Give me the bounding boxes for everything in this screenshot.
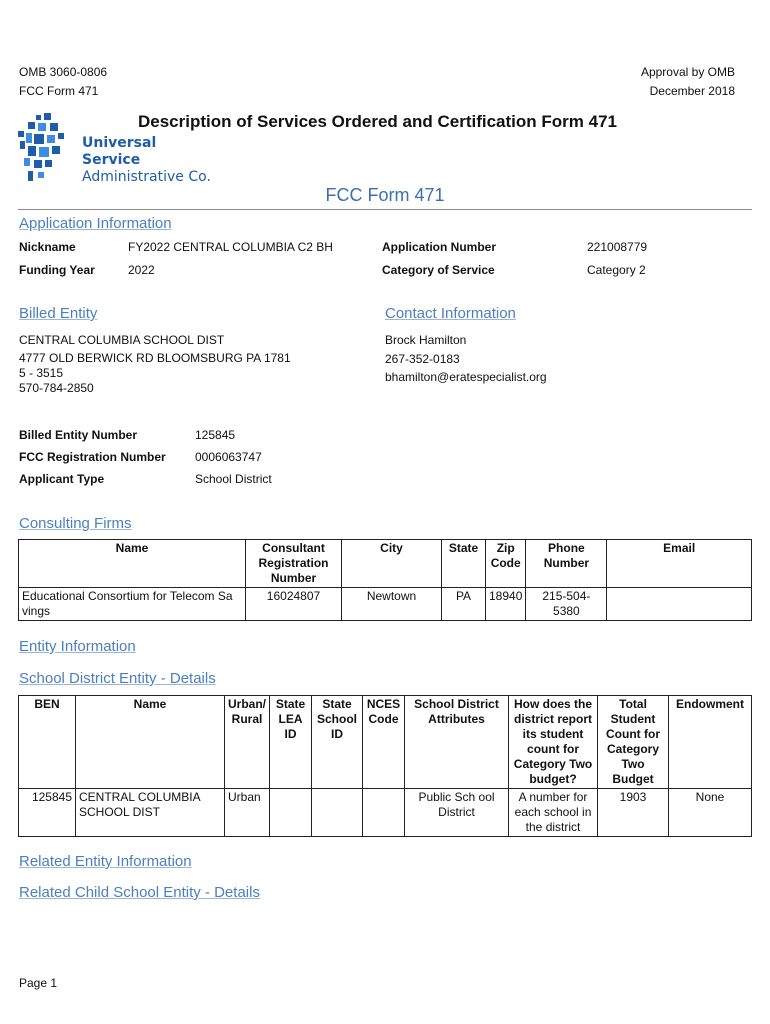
page-number: Page 1: [19, 976, 58, 990]
table-row: [19, 789, 752, 837]
col-nces-code: NCES Code: [363, 696, 405, 789]
entity-endowment: None: [669, 789, 752, 837]
usac-logo-icon: [14, 113, 80, 185]
col-ben: BEN: [19, 696, 76, 789]
col-state-school-id: State School ID: [312, 696, 363, 789]
billed-entity-phone: 570-784-2850: [19, 381, 94, 395]
consultant-phone: 215-504-5380: [526, 588, 607, 621]
contact-phone: 267-352-0183: [385, 351, 460, 366]
billed-entity-address: [19, 331, 291, 396]
billed-entity-heading: Billed Entity: [19, 305, 98, 322]
page-title: Description of Services Ordered and Certification Form 471: [138, 112, 617, 131]
entity-district-attributes: Public Sch ool District: [405, 789, 509, 837]
consultant-state: PA: [442, 588, 486, 621]
applicant-type-value: School District: [195, 472, 272, 486]
entity-state-school-id: [312, 789, 363, 837]
approval-date: December 2018: [649, 84, 735, 98]
consulting-firms-heading: Consulting Firms: [19, 515, 132, 532]
entity-state-lea-id: [270, 789, 312, 837]
entity-info-heading: Entity Information: [19, 638, 136, 655]
col-name: Name: [19, 540, 246, 588]
application-info-heading: Application Information: [19, 215, 172, 232]
consultant-city: Newtown: [342, 588, 442, 621]
header-left: [19, 63, 107, 101]
consultant-name: Educational Consortium for Telecom Sa vings: [19, 588, 246, 621]
contact-info-heading: Contact Information: [385, 305, 516, 322]
application-number-label: Application Number: [382, 240, 497, 254]
col-state: State: [442, 540, 486, 588]
col-total-student-count: Total Student Count for Category Two Budget: [598, 696, 669, 789]
col-endowment: Endowment: [669, 696, 752, 789]
nickname-value: FY2022 CENTRAL COLUMBIA C2 BH: [128, 240, 333, 254]
billed-entity-address-line2: 5 - 3515: [19, 366, 64, 380]
related-child-school-heading: Related Child School Entity - Details: [19, 884, 260, 901]
school-district-table: [18, 695, 752, 837]
ben-value: 125845: [195, 428, 236, 442]
frn-value: 0006063747: [195, 450, 262, 464]
table-header-row: [19, 696, 752, 789]
col-consultant-reg: Consultant Registration Number: [246, 540, 342, 588]
funding-year-value: 2022: [128, 263, 155, 277]
billed-entity-address-line1: 4777 OLD BERWICK RD BLOOMSBURG PA 1781: [19, 351, 291, 365]
entity-ben: 125845: [19, 789, 76, 837]
entity-urban-rural: Urban: [225, 789, 270, 837]
related-entity-heading: Related Entity Information: [19, 853, 192, 870]
omb-number: OMB 3060-0806: [19, 65, 108, 79]
table-row: [19, 588, 752, 621]
application-number-value: 221008779: [587, 240, 648, 254]
contact-name: Brock Hamilton: [385, 333, 467, 347]
applicant-type-label: Applicant Type: [19, 472, 105, 486]
col-district-attributes: School District Attributes: [405, 696, 509, 789]
billed-entity-name: CENTRAL COLUMBIA SCHOOL DIST: [19, 333, 225, 347]
entity-nces-code: [363, 789, 405, 837]
usac-logo-text: Universal Service Administrative Co.: [82, 135, 211, 185]
form-number: FCC Form 471: [19, 84, 99, 98]
col-city: City: [342, 540, 442, 588]
col-student-count-method: How does the district report its student count for Category Two budget?: [509, 696, 598, 789]
header-right: [641, 63, 735, 101]
divider: [18, 209, 752, 210]
ben-label: Billed Entity Number: [19, 428, 138, 442]
table-header-row: [19, 540, 752, 588]
entity-name: CENTRAL COLUMBIA SCHOOL DIST: [76, 789, 225, 837]
category-value: Category 2: [587, 263, 646, 277]
col-phone: Phone Number: [526, 540, 607, 588]
consulting-firms-table: [18, 539, 752, 621]
category-label: Category of Service: [382, 263, 495, 277]
consultant-zip: 18940: [486, 588, 526, 621]
funding-year-label: Funding Year: [19, 263, 95, 277]
col-zip: Zip Code: [486, 540, 526, 588]
col-state-lea-id: State LEA ID: [270, 696, 312, 789]
school-district-heading: School District Entity - Details: [19, 670, 216, 687]
contact-email: bhamilton@eratespecialist.org: [385, 370, 547, 384]
entity-student-count-method: A number for each school in the district: [509, 789, 598, 837]
contact-info: [385, 331, 547, 387]
approval-text: Approval by OMB: [640, 65, 735, 79]
nickname-label: Nickname: [19, 240, 76, 254]
frn-label: FCC Registration Number: [19, 450, 166, 464]
col-urban-rural: Urban/ Rural: [225, 696, 270, 789]
col-name: Name: [76, 696, 225, 789]
entity-total-student-count: 1903: [598, 789, 669, 837]
col-email: Email: [607, 540, 752, 588]
consultant-reg-number: 16024807: [246, 588, 342, 621]
form-subtitle: FCC Form 471: [325, 185, 445, 205]
consultant-email: [607, 588, 752, 621]
